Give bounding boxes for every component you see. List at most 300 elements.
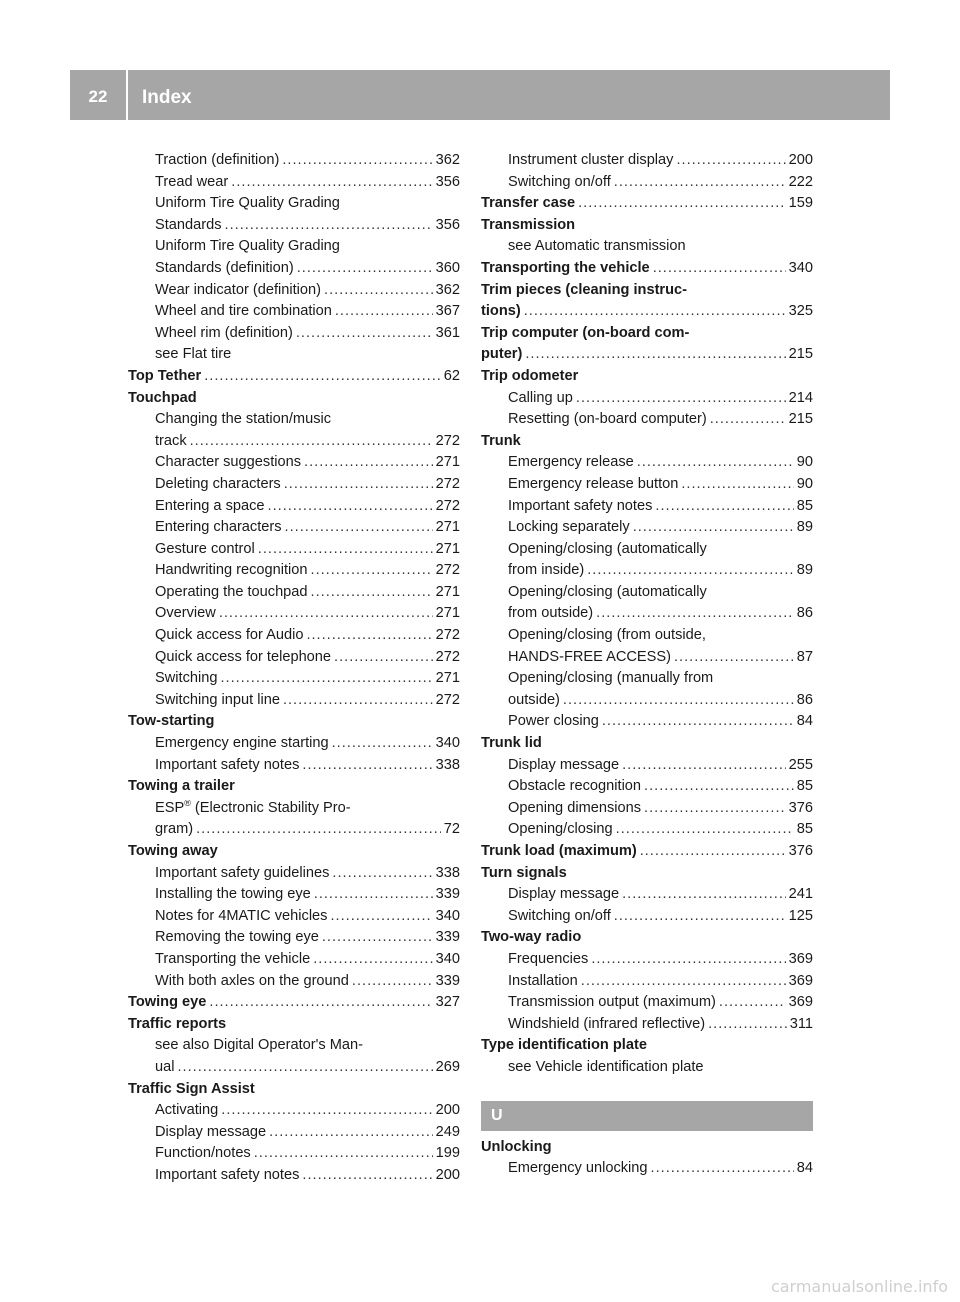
dot-leader (177, 1059, 432, 1075)
entry-text (481, 433, 521, 449)
watermark: carmanualsonline.info (770, 1277, 948, 1296)
entry-label: Function/notes (155, 1145, 251, 1162)
entry-label: Important safety notes (155, 1166, 300, 1183)
page-reference: 214 (788, 389, 813, 406)
entry-label: gram) (155, 821, 194, 838)
index-subentry (481, 174, 813, 196)
entry-label: Entering a space (155, 497, 265, 514)
entry-text (481, 929, 581, 945)
entry-label: Important safety notes (155, 756, 300, 773)
entry-label: Wear indicator (definition) (155, 281, 322, 298)
page-number: 22 (88, 87, 108, 106)
entry-label: Opening/closing (from outside, (508, 627, 706, 644)
entry-label: Tow-starting (128, 713, 215, 730)
entry-text (508, 994, 716, 1010)
entry-text (155, 195, 340, 211)
index-subentry (128, 476, 460, 498)
index-term (128, 843, 460, 865)
entry-label: Frequencies (508, 950, 589, 967)
index-term (128, 1081, 460, 1103)
dot-leader (322, 929, 433, 945)
index-subentry (481, 1160, 813, 1182)
index-subentry (128, 498, 460, 520)
entry-label: Standards (definition) (155, 259, 294, 276)
page-reference: 90 (796, 475, 813, 492)
dot-leader (591, 951, 785, 967)
entry-label: Deleting characters (155, 475, 281, 492)
dot-leader (204, 368, 441, 384)
index-subentry (481, 800, 813, 822)
entry-text (481, 217, 575, 233)
entry-text (508, 174, 611, 190)
dot-leader (258, 541, 433, 557)
entry-label: Tread wear (155, 173, 229, 190)
dot-leader (614, 174, 786, 190)
entry-text (508, 778, 641, 794)
page-reference: 369 (788, 994, 813, 1011)
entry-label: Opening/closing (automatically (508, 583, 707, 600)
entry-label: Locking separately (508, 519, 630, 536)
entry-label: Touchpad (128, 389, 197, 406)
dot-leader (602, 713, 794, 729)
entry-label: Entering characters (155, 519, 282, 536)
index-subentry (481, 908, 813, 930)
page-reference: 367 (435, 303, 460, 320)
page-reference: 356 (435, 173, 460, 190)
entry-label: Installing the towing eye (155, 886, 311, 903)
entry-text (508, 1059, 704, 1075)
entry-label: Trip odometer (481, 367, 579, 384)
dot-leader (284, 476, 433, 492)
entry-text (481, 303, 521, 319)
entry-text (155, 1124, 266, 1140)
entry-text (155, 1037, 363, 1053)
entry-label: Trip computer (on-board com- (481, 324, 690, 341)
entry-text (155, 433, 187, 449)
entry-text (128, 713, 214, 729)
entry-label: Quick access for Audio (155, 627, 304, 644)
entry-label: Towing away (128, 843, 218, 859)
index-subentry (481, 152, 813, 174)
entry-label: ual (155, 1058, 175, 1075)
entry-label: Standards (155, 216, 222, 233)
page-reference: 200 (788, 152, 813, 168)
page-reference: 271 (435, 454, 460, 471)
index-term (481, 260, 813, 282)
index-subentry (128, 1059, 460, 1081)
index-subentry (128, 1102, 460, 1124)
entry-text (155, 260, 294, 276)
index-subentry (481, 562, 813, 584)
index-subentry (128, 605, 460, 627)
entry-text (508, 908, 611, 924)
entry-text (508, 821, 613, 837)
dot-leader (302, 1167, 432, 1183)
index-subentry (481, 584, 813, 606)
index-subentry (128, 303, 460, 325)
entry-label: tions) (481, 303, 521, 320)
entry-label: Notes for 4MATIC vehicles (155, 907, 328, 924)
entry-label: Type identification plate (481, 1037, 647, 1054)
entry-label: puter) (481, 346, 523, 363)
entry-text (481, 735, 542, 751)
entry-text (155, 303, 332, 319)
dot-leader (710, 411, 786, 427)
index-subentry (128, 886, 460, 908)
entry-label: see also Digital Operator's Man- (155, 1037, 363, 1054)
dot-leader (254, 1145, 433, 1161)
entry-label: Two-way radio (481, 929, 582, 946)
index-subentry (128, 800, 460, 822)
entry-text (155, 973, 349, 989)
dot-leader (330, 908, 432, 924)
entry-label: Activating (155, 1102, 219, 1119)
index-subentry (481, 476, 813, 498)
entry-label: Transporting the vehicle (155, 950, 311, 967)
page-reference: 272 (435, 627, 460, 644)
entry-text (481, 260, 650, 276)
index-subentry (128, 217, 460, 239)
entry-label: ESP (155, 799, 185, 816)
entry-label: Display message (155, 1123, 267, 1140)
page-reference: 369 (788, 950, 813, 967)
page-reference: 271 (435, 583, 460, 600)
entry-text (155, 929, 319, 945)
page-reference: 200 (435, 1166, 460, 1183)
entry-label: Quick access for telephone (155, 648, 332, 665)
index-subentry (481, 973, 813, 995)
entry-label: Windshield (infrared reflective) (508, 1015, 706, 1032)
entry-label: Transporting the vehicle (481, 259, 650, 276)
dot-leader (225, 217, 433, 233)
entry-text (155, 886, 311, 902)
index-term (128, 778, 460, 800)
entry-label: Display message (508, 886, 620, 903)
index-subentry (128, 433, 460, 455)
index-term (481, 368, 813, 390)
entry-text (155, 692, 280, 708)
entry-text (155, 411, 331, 427)
page-reference: 199 (435, 1145, 460, 1162)
index-term (481, 303, 813, 325)
index-term (128, 994, 460, 1016)
page-reference: 360 (435, 259, 460, 276)
entry-text (155, 541, 255, 557)
index-term (481, 843, 813, 865)
entry-label: Power closing (508, 713, 599, 730)
entry-label: Opening dimensions (508, 799, 642, 816)
index-subentry (128, 562, 460, 584)
header-divider (126, 70, 128, 120)
entry-label: Emergency unlocking (508, 1160, 648, 1177)
index-subentry (128, 908, 460, 930)
page-reference: 362 (435, 152, 460, 168)
entry-text (155, 757, 299, 773)
entry-text (508, 670, 713, 686)
page-reference: 340 (435, 735, 460, 752)
dot-leader (283, 692, 433, 708)
entry-label: Top Tether (128, 367, 202, 384)
page-reference: 338 (435, 864, 460, 881)
dot-leader (324, 282, 433, 298)
entry-text (155, 735, 329, 751)
entry-text (155, 1059, 174, 1075)
dot-leader (676, 152, 785, 168)
entry-label: Important safety notes (508, 497, 653, 514)
page-reference: 272 (435, 432, 460, 449)
page-reference: 89 (796, 519, 813, 536)
entry-label: Traction (definition) (155, 152, 280, 168)
dot-leader (644, 778, 794, 794)
index-subentry (128, 346, 460, 368)
index-subentry (128, 238, 460, 260)
page-reference: 338 (435, 756, 460, 773)
entry-text (155, 174, 228, 190)
dot-leader (708, 1016, 787, 1032)
entry-label: Opening/closing (508, 821, 613, 838)
index-subentry (128, 757, 460, 779)
index-term (128, 390, 460, 412)
dot-leader (306, 627, 432, 643)
entry-label: HANDS-FREE ACCESS) (508, 648, 671, 665)
entry-text (155, 1145, 251, 1161)
page-reference: 272 (435, 648, 460, 665)
entry-text (481, 282, 687, 298)
entry-label: Emergency engine starting (155, 735, 329, 752)
index-subentry (481, 390, 813, 412)
entry-label: Emergency release button (508, 475, 679, 492)
index-subentry (128, 1167, 460, 1189)
page-reference: 84 (796, 1160, 813, 1177)
entry-label: Handwriting recognition (155, 562, 308, 579)
index-subentry (128, 670, 460, 692)
dot-leader (311, 584, 433, 600)
page-reference: 272 (435, 475, 460, 492)
entry-label: Resetting (on-board computer) (508, 411, 707, 428)
section-header: U (481, 1101, 813, 1131)
entry-label: Transmission (481, 216, 576, 233)
dot-leader (269, 1124, 433, 1140)
entry-text (155, 605, 216, 621)
entry-text (508, 1160, 648, 1176)
entry-label: see Vehicle identification plate (508, 1058, 704, 1075)
entry-label: Transmission output (maximum) (508, 994, 716, 1011)
entry-label: With both axles on the ground (155, 972, 349, 989)
dot-leader (637, 454, 794, 470)
dot-leader (578, 195, 786, 211)
entry-text (481, 843, 637, 859)
entry-text (508, 886, 619, 902)
entry-label: Display message (508, 756, 620, 773)
page-reference: 362 (435, 281, 460, 298)
entry-label: Uniform Tire Quality Grading (155, 195, 340, 212)
dot-leader (655, 498, 793, 514)
index-term (481, 929, 813, 951)
page-reference: 311 (789, 1015, 813, 1032)
entry-label: Character suggestions (155, 454, 302, 471)
index-subentry (128, 973, 460, 995)
index-subentry (481, 1059, 813, 1081)
entry-text (508, 498, 652, 514)
page-reference: 269 (435, 1058, 460, 1075)
entry-label: Towing a trailer (128, 778, 235, 795)
index-subentry (128, 174, 460, 196)
entry-text (155, 670, 217, 686)
entry-text (155, 951, 310, 967)
entry-text (128, 994, 206, 1010)
entry-label: Emergency release (508, 454, 634, 471)
page-reference: 159 (788, 195, 813, 212)
dot-leader (640, 843, 786, 859)
entry-text (155, 325, 293, 341)
index-term (481, 346, 813, 368)
entry-text (155, 800, 351, 816)
dot-leader (525, 346, 785, 362)
index-subentry (481, 713, 813, 735)
entry-text (155, 1102, 218, 1118)
index-subentry (481, 757, 813, 779)
page-reference: 87 (796, 648, 813, 665)
index-subentry (481, 519, 813, 541)
entry-label: Removing the towing eye (155, 929, 319, 946)
index-term (481, 282, 813, 304)
page-reference: 72 (443, 821, 460, 838)
dot-leader (581, 973, 786, 989)
dot-leader (644, 800, 786, 816)
entry-text (155, 584, 308, 600)
entry-text (508, 649, 671, 665)
page-reference: 376 (788, 843, 813, 859)
entry-text (508, 390, 573, 406)
entry-label: Uniform Tire Quality Grading (155, 238, 340, 255)
index-subentry (128, 195, 460, 217)
entry-label: Gesture control (155, 540, 255, 557)
entry-text (155, 821, 193, 837)
page-reference: 327 (435, 994, 460, 1011)
page-reference: 85 (796, 778, 813, 795)
dot-leader (268, 498, 433, 514)
index-subentry (481, 605, 813, 627)
index-subentry (481, 994, 813, 1016)
entry-text (155, 217, 222, 233)
page-reference: 255 (788, 756, 813, 773)
index-term (481, 735, 813, 757)
page-reference: 249 (435, 1123, 460, 1140)
entry-label: see Automatic transmission (508, 238, 686, 255)
entry-label: from outside) (508, 605, 594, 622)
index-term (128, 1016, 460, 1038)
entry-text (155, 865, 329, 881)
entry-label: Opening/closing (automatically (508, 540, 707, 557)
index-subentry (128, 649, 460, 671)
entry-label: from inside) (508, 562, 585, 579)
entry-text (508, 605, 593, 621)
index-subentry (128, 541, 460, 563)
entry-text (155, 282, 321, 298)
entry-label: Instrument cluster display (508, 152, 674, 168)
index-subentry (481, 821, 813, 843)
index-subentry (128, 865, 460, 887)
entry-label: Changing the station/music (155, 411, 332, 428)
dot-leader (282, 152, 432, 168)
entry-text (508, 411, 707, 427)
entry-label: Traffic Sign Assist (128, 1080, 255, 1097)
entry-text (481, 1139, 552, 1155)
index-term (128, 368, 460, 390)
index-subentry (128, 692, 460, 714)
index-subentry (481, 411, 813, 433)
entry-label: Switching input line (155, 691, 280, 708)
page-reference: 215 (788, 411, 813, 428)
dot-leader (674, 649, 794, 665)
entry-text (508, 152, 673, 168)
index-subentry (128, 735, 460, 757)
page-reference: 361 (435, 324, 460, 341)
entry-text (155, 346, 231, 362)
dot-leader (563, 692, 794, 708)
entry-label: Traffic reports (128, 1015, 227, 1032)
dot-leader (302, 757, 432, 773)
dot-leader (334, 649, 433, 665)
page-reference: 325 (788, 303, 813, 320)
dot-leader (231, 174, 432, 190)
page-reference: 340 (435, 907, 460, 924)
index-subentry (481, 238, 813, 260)
entry-label: Switching (155, 670, 218, 687)
page-reference: 272 (435, 497, 460, 514)
page-reference: 271 (435, 670, 460, 687)
entry-text (508, 800, 641, 816)
entry-text (508, 1016, 705, 1032)
entry-text (481, 1037, 647, 1053)
page-reference: 339 (435, 929, 460, 946)
index-subentry (481, 886, 813, 908)
index-subentry (128, 929, 460, 951)
entry-text (508, 519, 630, 535)
entry-text (155, 454, 301, 470)
dot-leader (616, 821, 794, 837)
page-reference: 85 (796, 497, 813, 514)
entry-label: Switching on/off (508, 907, 611, 924)
page-reference: 271 (435, 605, 460, 622)
dot-leader (220, 670, 432, 686)
entry-text (155, 649, 331, 665)
entry-text (155, 238, 340, 254)
entry-label: Trunk load (maximum) (481, 843, 637, 859)
index-subentry (128, 152, 460, 174)
dot-leader (719, 994, 786, 1010)
dot-leader (209, 994, 432, 1010)
registered-mark: ® (184, 799, 191, 808)
page-reference: 241 (788, 886, 813, 903)
entry-text (155, 152, 279, 168)
index-subentry (128, 821, 460, 843)
dot-leader (622, 757, 786, 773)
index-column-left (128, 152, 460, 1189)
page-reference: 86 (796, 605, 813, 622)
entry-label: see Flat tire (155, 346, 232, 363)
entry-text (481, 346, 522, 362)
entry-text (508, 541, 707, 557)
dot-leader (304, 454, 433, 470)
entry-text (155, 498, 265, 514)
page-reference: 339 (435, 972, 460, 989)
entry-text (155, 519, 282, 535)
index-subentry (128, 519, 460, 541)
page-reference: 85 (796, 821, 813, 838)
entry-label: Trunk (481, 432, 521, 449)
entry-text (155, 476, 281, 492)
